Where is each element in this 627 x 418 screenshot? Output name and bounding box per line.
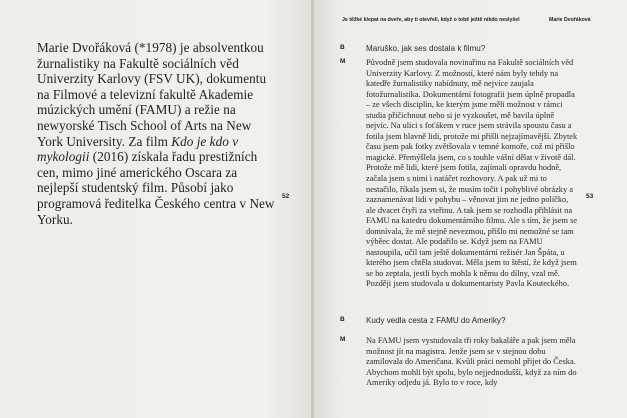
running-head-author: Marie Dvořáková [549, 17, 591, 23]
film-title: Kdo je kdo v mykologii [37, 133, 239, 165]
question-text: Maruško, jak ses dostala k filmu? [366, 44, 486, 53]
speaker-marker: B [340, 44, 345, 51]
speaker-marker: M [340, 336, 346, 343]
author-bio [37, 40, 277, 227]
speaker-marker: B [340, 316, 345, 323]
interview-answer [340, 336, 580, 389]
left-page [0, 0, 312, 418]
page-number-left: 52 [282, 193, 290, 200]
answer-text: Původně jsem studovala novinařinu na Fakultě sociálních věd Univerzity Karlovy. Z možností, které nám byly tehdy na katedře žurnalistiky nabídnuty, mě nejvíce zaujala fotožurnalistika. Dokumentární fotografii jsem úplně propadla – ze všech disciplín, ke kterým jsme měli možnost v rámci studia přičichnout nebo si je vyzkoušet, mě bavila úplně nejvíc. Na ulici s foťákem v ruce jsem strávila spoustu času a fotila jsem hlavně lidi, protože mi přišli nejzajímavější. Zbytek času jsem pak fotky zvětšovala v temné komoře, což mi přišlo magické. Přemýšlela jsem, co s touhle vášní dělat v životě dál. Protože mě lidi, které jsem fotila, zajímali opravdu hodně, začala jsem s nimi i natáčet rozhovory. A pak už mi to nestačilo, říkala jsem si, že musím točit i pohyblivé obrázky a zaznamenávat lidi v pohybu – věnovat jim ne jedno políčko, ale dvacet čtyři za vteřinu. A tak jsem se rozhodla přihlásit na FAMU na katedru dokumentárního filmu. Ale s tím, že jsem se domnívala, že mě stejně nevezmou, přišlo mi nemožné se tam výběec dostat. Ale podařilo se. Když jsem na FAMU nastoupila, učil tam ještě dokumentární režisér Jan Špáta, u kterého jsem chtěla studovat. Měla jsem to štěstí, že když jsem se ho zeptala, jestli bych mohla k němu do dílny, vzal mě. Později jsem studovala u dokumentaristy Pavla Kouteckého. [366, 58, 578, 289]
bio-text-1: Marie Dvořáková (*1978) je absolventkou žurnalistiky na Fakultě sociálních věd Univerzity Karlovy (FSV UK), dokumentu na Filmové a televizní fakultě Akademie múzických umění (FAMU) a režie na newyorské Tisch School of Arts na New York University. Za film [37, 40, 267, 149]
page-number-right: 53 [586, 193, 594, 200]
question-text: Kudy vedla cesta z FAMU do Ameriky? [366, 316, 506, 325]
answer-text: Na FAMU jsem vystudovala tři roky bakaláře a pak jsem měla možnost jít na magistra. Jenže jsem se v stejnou dobu zamilovala do Američana. Kvůli práci nemohl přijet do Česka. Abychom mohli být spolu, bylo nejjednodušší, když za ním do Ameriky odjedu já. Bylo to v roce, kdy [366, 336, 577, 388]
interview-question [340, 44, 580, 55]
interview-question [340, 316, 580, 327]
bio-text-2: (2016) získala řadu prestižních cen, mimo jiné amerického Oscara za nejlepší studentský film. Působí jako programová ředitelka Českého centra v New Yorku. [37, 149, 275, 227]
interview-answer [340, 58, 580, 290]
speaker-marker: M [340, 58, 346, 65]
running-head-title: Je těžké klepat na dveře, aby ti otevřeli, když o tobě ještě nikdo neslyšel [342, 17, 520, 23]
